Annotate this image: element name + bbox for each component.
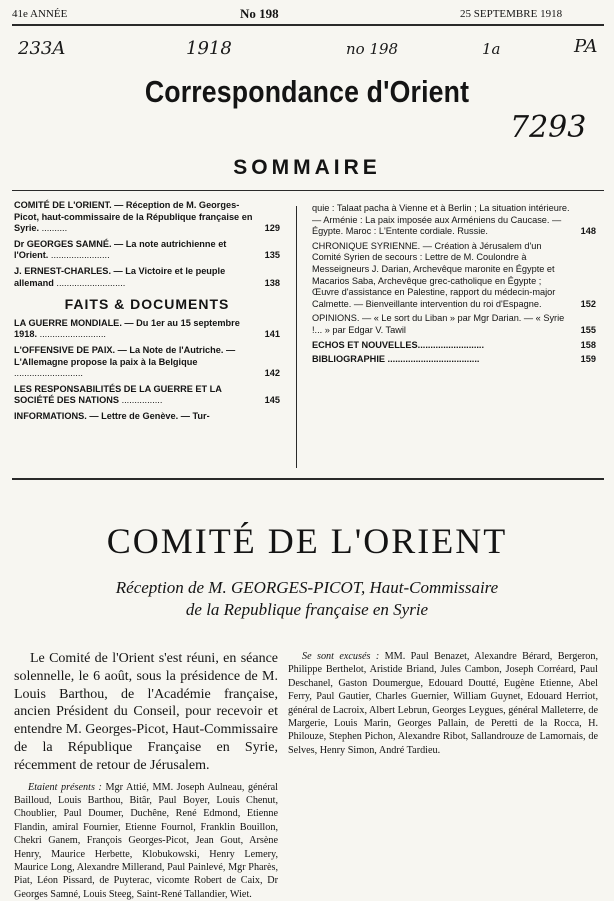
toc-entry <box>312 340 596 352</box>
toc-entry <box>312 354 596 366</box>
toc-entry-page: 159 <box>580 354 596 365</box>
presents-text: Mgr Attié, MM. Joseph Aulneau, général Bailloud, Louis Barthou, Bitâr, Paul Boyer, Louis Chenut, Choublier, Paul Doumer, Duchêne, René Edmond, Etienne Flandin, amiral Fournier, Etienne Fournol, Franklin Bouillon, Chekri Ganem, François Georges-Picot, Jean Gout, Arsène Henry, Maurice Herbette, Klobukowski, Henry Lemery, Maurice Long, Alexandre Millerand, Paul Painlevé, Mgr Pharès, Piat, Léon Pissard, de Puyterac, vicomte Robert de Caix, Dr Georges Samné, Louis Steeg, Saint-René Tallandier, Wiet. <box>14 781 278 900</box>
article-intro: Le Comité de l'Orient s'est réuni, en séance solennelle, le 6 août, sous la présidence de M. Louis Barthou, de l'Académie française, ancien Président du Conseil, pour recevoir et entendre M. Georges-Picot, Haut-Commissaire de la République Française en Syrie, récemment de retour de Jérusalem. <box>14 651 278 773</box>
issue-date: 25 SEPTEMBRE 1918 <box>460 8 563 20</box>
toc-entry <box>312 313 596 336</box>
toc-entry-page: 145 <box>264 395 280 406</box>
article-title: COMITÉ DE L'ORIENT <box>106 521 508 561</box>
toc-entry <box>14 318 280 341</box>
toc-entry-leader: ........................... <box>14 368 83 379</box>
toc-entry-page: 129 <box>264 223 280 234</box>
toc-entry <box>14 239 280 262</box>
toc-entry <box>312 241 596 311</box>
excuses-text: MM. Paul Benazet, Alexandre Bérard, Bergeron, Philippe Berthelot, Aristide Briand, Jules Cambon, Joseph Corréard, Paul Deschanel, Gaston Doumergue, Edouard Doutté, Eugène Etienne, Abel Ferry, Paul Gautier, Charles Guernier, William Guynet, Edouard Herriot, général de Lacroix, Albert Lebrun, Georges Leygues, général Malleterre, de Margerie, Louis Marin, Georges Pallain, de Peretti de la Rocca, H. Philouze, Stephen Pichon, Alexandre Ribot, Sallandrouze de Lamornais, de Selves, Henry Simon, André Tardieu. <box>288 651 598 756</box>
article-subtitle <box>20 577 594 621</box>
article-right-column <box>288 650 598 757</box>
presents-paragraph <box>14 781 278 901</box>
toc-entry-title: LES RESPONSABILITÉS DE LA GUERRE ET LA SOCIÉTÉ DES NATIONS <box>14 383 222 406</box>
toc-entry-title: J. ERNEST-CHARLES. — La Victoire et le peuple allemand <box>14 265 226 288</box>
toc-column-divider <box>296 206 297 468</box>
toc-entry-leader: ........................... <box>56 277 126 288</box>
toc-entry-page: 138 <box>264 277 280 288</box>
handwritten-note-a: 1a <box>482 40 501 58</box>
toc-entry-page: 141 <box>264 329 280 340</box>
handwritten-note-pa: PA <box>574 36 598 57</box>
article-subtitle-line: de la Republique française en Syrie <box>185 600 429 619</box>
sommaire-heading: SOMMAIRE <box>233 156 381 179</box>
toc-entry-leader: ....................... <box>50 250 110 261</box>
toc-entry-text: ECHOS ET NOUVELLES.......................... <box>312 339 485 350</box>
toc-entry-leader: ................ <box>121 395 163 406</box>
masthead-title: Correspondance d'Orient <box>144 74 470 109</box>
toc-entry-title: LA GUERRE MONDIALE. — Du 1er au 15 septembre 1918. <box>14 317 240 340</box>
excuses-label: Se sont excusés : <box>302 651 380 662</box>
toc-entry-text: BIBLIOGRAPHIE .................................... <box>312 354 480 365</box>
toc-entry-text: quie : Talaat pacha à Vienne et à Berlin ; La situation intérieure. — Arménie : La paix imposée aux Arméniens du Caucase. — Égypte. Maroc : L'Entente cordiale. Russie. <box>312 203 570 237</box>
excuses-paragraph <box>288 650 598 757</box>
toc-entry <box>14 411 280 423</box>
toc-entry <box>14 384 280 407</box>
toc-entry-page: 148 <box>580 226 596 237</box>
toc-entry <box>312 203 596 238</box>
toc-entry-page: 152 <box>580 298 596 309</box>
article-left-column <box>14 650 278 901</box>
sommaire-top-rule <box>12 190 604 191</box>
faits-documents-heading: FAITS & DOCUMENTS <box>64 296 230 313</box>
toc-entry-title: COMITÉ DE L'ORIENT. — Réception de M. Georges-Picot, haut-commissaire de la République française en Syrie. <box>14 200 253 234</box>
handwritten-note-number: no 198 <box>346 40 399 58</box>
toc-entry-text: OPINIONS. — « Le sort du Liban » par Mgr Darian. — « Syrie !... » par Edgar V. Tawil <box>312 313 565 335</box>
toc-entry-leader: .......... <box>41 223 68 234</box>
toc-entry-page: 158 <box>580 339 596 350</box>
sommaire-bottom-rule <box>12 478 604 480</box>
toc-entry-title: INFORMATIONS. — Lettre de Genève. — Tur- <box>14 410 210 421</box>
toc-entry <box>14 200 280 235</box>
toc-left-column <box>14 200 280 427</box>
handwritten-note-year: 1918 <box>186 38 232 59</box>
handwritten-note-code: 7293 <box>510 110 587 145</box>
toc-entry-text: CHRONIQUE SYRIENNE. — Création à Jérusalem d'un Comité Syrien de secours : Lettre de M. Coulondre à Messeigneurs J. Darian, Archevêque maronite en Égypte et Macarios Saba, Archevêque grec-catholique en Égypte ; Œuvre d'assistance en Palestine, rapport du médecin-major Calmette. — Bienveillante intervention du roi d'Espagne. <box>312 240 556 309</box>
toc-entry <box>14 345 280 380</box>
toc-entry-page: 135 <box>264 250 280 261</box>
presents-label: Etaient présents : <box>28 781 102 793</box>
toc-right-column <box>312 203 596 369</box>
toc-entry-page: 142 <box>264 368 280 379</box>
issue-number: No 198 <box>240 6 279 21</box>
toc-entry-title: Dr GEORGES SAMNÉ. — La note autrichienne et l'Orient. <box>14 238 227 261</box>
toc-entry-page: 155 <box>580 324 596 335</box>
toc-entry <box>14 266 280 289</box>
toc-entry-leader: .......................... <box>39 329 106 340</box>
article-subtitle-line: Réception de M. GEORGES-PICOT, Haut-Commissaire <box>115 578 499 597</box>
handwritten-note-catalog: 233A <box>18 38 66 59</box>
issue-year: 41e ANNÉE <box>12 8 68 20</box>
header-rule <box>12 24 604 26</box>
toc-entry-title: L'OFFENSIVE DE PAIX. — La Note de l'Autriche. — L'Allemagne propose la paix à la Belgique <box>14 344 236 367</box>
